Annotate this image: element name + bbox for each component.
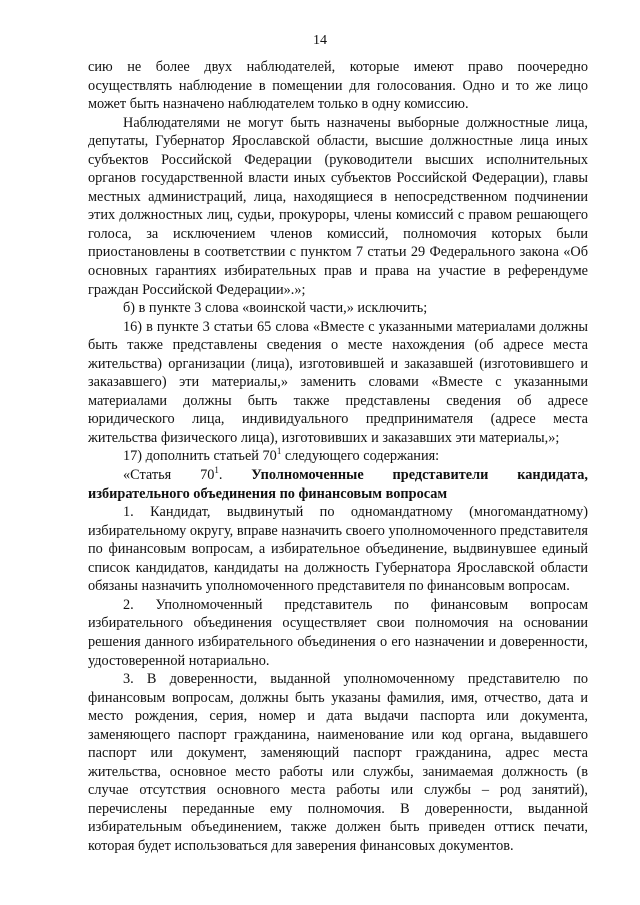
paragraph-observers-restriction: Наблюдателями не могут быть назначены выборные должностные лица, депутаты, Губернатор Ярославской области, высшие должностные лица иных субъектов Российской Федерации (руководители высших исполнительных органов государственной власти иных субъектов Российской Федерации), главы местных администраций, лица, находящиеся в непосредственном подчинении этих должностных лиц, судьи, прокуроры, члены комиссий с правом решающего голоса, за исключением членов комиссий, полномочия которых были приостановлены в соответствии с пунктом 7 статьи 29 Федерального закона «Об основных гарантиях избирательных прав и права на участие в референдуме граждан Российской Федерации».»; — [88, 114, 588, 298]
article-point-3: 3. В доверенности, выданной уполномоченному представителю по финансовым вопросам, должны быть указаны фамилия, имя, отчество, дата и место рождения, серия, номер и дата выдачи паспорта или документа, заменяющего паспорт гражданина, наименование или код органа, выдавшего паспорт или документ, заменяющий паспорт гражданина, адрес места жительства, основное место работы или службы, занимаемая должность (в случае отсутствия основного места работы или службы – род занятий), перечислены переданные ему полномочия. В доверенности, выданной избирательным объединением, также должен быть приведен оттиск печати, которая будет использоваться для заверения финансовых документов. — [88, 671, 588, 854]
article-heading — [88, 466, 588, 503]
item17-superscript: 1 — [276, 446, 282, 457]
article-prefix: «Статья 70 — [123, 467, 215, 484]
article-point-2: 2. Уполномоченный представитель по финансовым вопросам избирательного объединения осуществляет свои полномочия на основании решения данного избирательного объединения о его назначении и доверенности, удостоверенной нотариально. — [88, 596, 588, 669]
paragraph-item-16: 16) в пункте 3 статьи 65 слова «Вместе с указанными материалами должны быть также представлены сведения о месте нахождения (об адресе места жительства) организации (лица), изготовившей и заказавшей (изготовившего и заказавшего) эти материалы,» заменить словами «Вместе с указанными материалами должны быть также представлены сведения об адресе юридического лица, индивидуального предпринимателя (адресе места жительства физического лица), изготовивших и заказавших эти материалы,»; — [88, 318, 588, 446]
paragraph-item-17 — [88, 447, 588, 466]
paragraph-continuation: сию не более двух наблюдателей, которые имеют право поочередно осуществлять наблюдение в помещении для голосования. Одно и то же лицо может быть назначено наблюдателем только в одну комиссию. — [88, 59, 588, 113]
article-superscript: 1 — [214, 465, 219, 476]
item17-text-end: следующего содержания: — [281, 448, 440, 465]
article-dot: . — [218, 467, 252, 484]
item17-text: 17) дополнить статьей 70 — [123, 448, 277, 465]
article-title: Уполномоченные представители кандидата, избирательного объединения по финансовым вопросам — [88, 467, 589, 502]
page-number: 14 — [313, 33, 327, 48]
paragraph-item-b: б) в пункте 3 слова «воинской части,» исключить; — [123, 300, 428, 317]
document-body — [88, 58, 588, 856]
article-point-1: 1. Кандидат, выдвинутый по одномандатному (многомандатному) избирательному округу, вправе назначить своего уполномоченного представителя по финансовым вопросам, а избирательное объединение, выдвинувшее единый список кандидатов, кандидаты на должность Губернатора Ярославской области обязаны назначить уполномоченного представителя по финансовым вопросам. — [88, 504, 588, 595]
